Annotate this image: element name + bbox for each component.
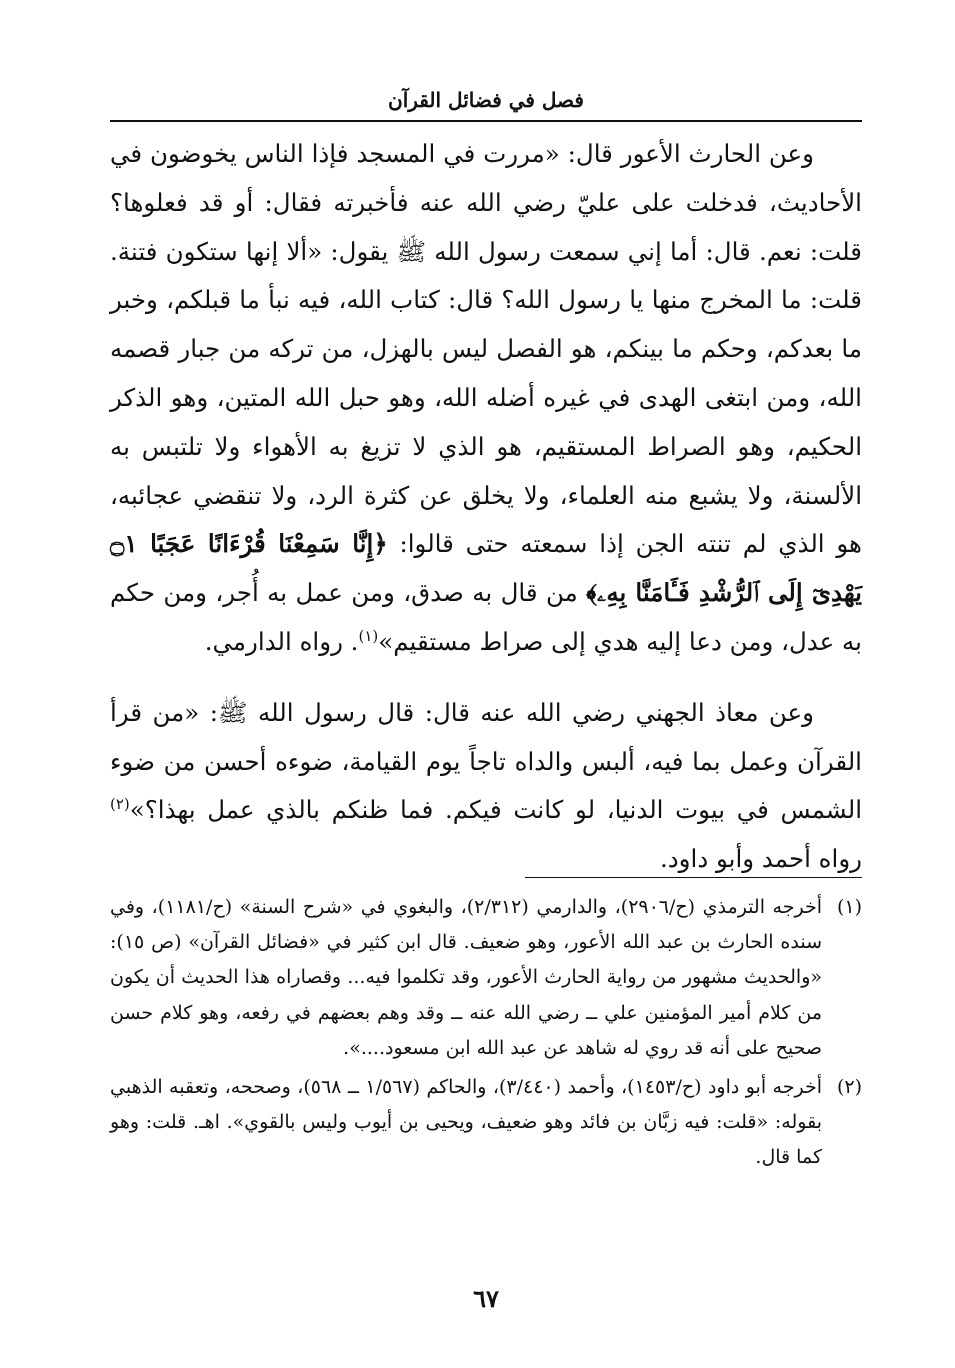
paragraph-harith-intro: وعن الحارث الأعور قال: «مررت في المسجد فإذا الناس يخوضون في الأحاديث، فدخلت على عليّ رضي الله عنه فأخبرته فقال: أو قد فعلوها؟ قلت: نعم. قال: أما إني سمعت رسول الله ﷺ يقول: «ألا إنها ستكون فتنة. قلت: ما المخرج منها يا رسول الله؟ قال: كتاب الله، فيه نبأ ما قبلكم، وخبر ما بعدكم، وحكم ما بينكم، هو الفصل ليس بالهزل، من تركه من جبار قصمه الله، ومن ابتغى الهدى في غيره أضله الله، وهو حبل الله المتين، وهو الذكر الحكيم، وهو الصراط المستقيم، هو الذي لا تزيغ به الأهواء ولا تلتبس به الألسنة، ولا يشبع منه العلماء، ولا يخلق عن كثرة الرد، ولا تنقضي عجائبه، هو الذي لم تنته الجن إذا سمعته حتى قالوا: [110,139,862,559]
paragraph-muadh [110,689,862,884]
header-rule [110,120,862,122]
footnote-1 [110,890,862,1066]
main-text [110,130,862,884]
paragraph-harith-after-verse: من قال به صدق، ومن عمل به أُجر، ومن حكم به عدل، ومن دعا إليه هدي إلى صراط مستقيم» [110,578,862,656]
footnote-number: (٢) [836,1076,862,1099]
paragraph-muadh-source: رواه أحمد وأبو داود. [659,844,862,874]
footnote-separator [525,877,862,878]
page-number: ٦٧ [473,1284,499,1313]
footnotes [110,890,862,1176]
running-header: فصل في فضائل القرآن [388,88,584,112]
footnote-text: أخرجه الترمذي (ح/٢٩٠٦)، والدارمي (٢/٣١٢)، والبغوي في «شرح السنة» (ح/١١٨١)، وفي سنده الحارث بن عبد الله الأعور، وهو ضعيف. قال ابن كثير في «فضائل القرآن» (ص ١٥): «والحديث مشهور من رواية الحارث الأعور، وقد تكلموا فيه... وقصاراه هذا الحديث أن يكون من كلام أمير المؤمنين علي ــ رضي الله عنه ــ وقد وهم بعضهم في رفعه، وهو كلام حسن صحيح على أنه قد روي له شاهد عن عبد الله ابن مسعود....». [110,896,822,1059]
paragraph-harith [110,130,862,667]
paragraph-muadh-text: وعن معاذ الجهني رضي الله عنه قال: قال رسول الله ﷺ: «من قرأ القرآن وعمل بما فيه، ألبس والداه تاجاً يوم القيامة، ضوءه أحسن من ضوء الشمس في بيوت الدنيا، لو كانت فيكم. فما ظنكم بالذي عمل بهذا؟» [110,697,862,825]
paragraph-harith-source: . رواه الدارمي. [204,626,359,656]
footnote-text: أخرجه أبو داود (ح/١٤٥٣)، وأحمد (٣/٤٤٠)، والحاكم (١/٥٦٧ ــ ٥٦٨)، وصححه، وتعقبه الذهبي بقوله: «قلت: فيه زبَّان بن فائد وهو ضعيف، ويحيى بن أيوب وليس بالقوي». اهـ. قلت: وهو كما قال. [110,1076,822,1169]
footnote-ref-2[interactable]: (٢) [110,795,130,814]
footnote-ref-1[interactable]: (١) [358,626,379,645]
footnote-2 [110,1070,862,1176]
quran-verse: ﴿إِنَّا سَمِعْنَا قُرْءَانًا عَجَبًا ۝١ يَهْدِىٓ إِلَى ٱلرُّشْدِ فَـَٔامَنَّا بِهِۦ﴾ [110,529,862,608]
footnote-number: (١) [836,896,862,918]
